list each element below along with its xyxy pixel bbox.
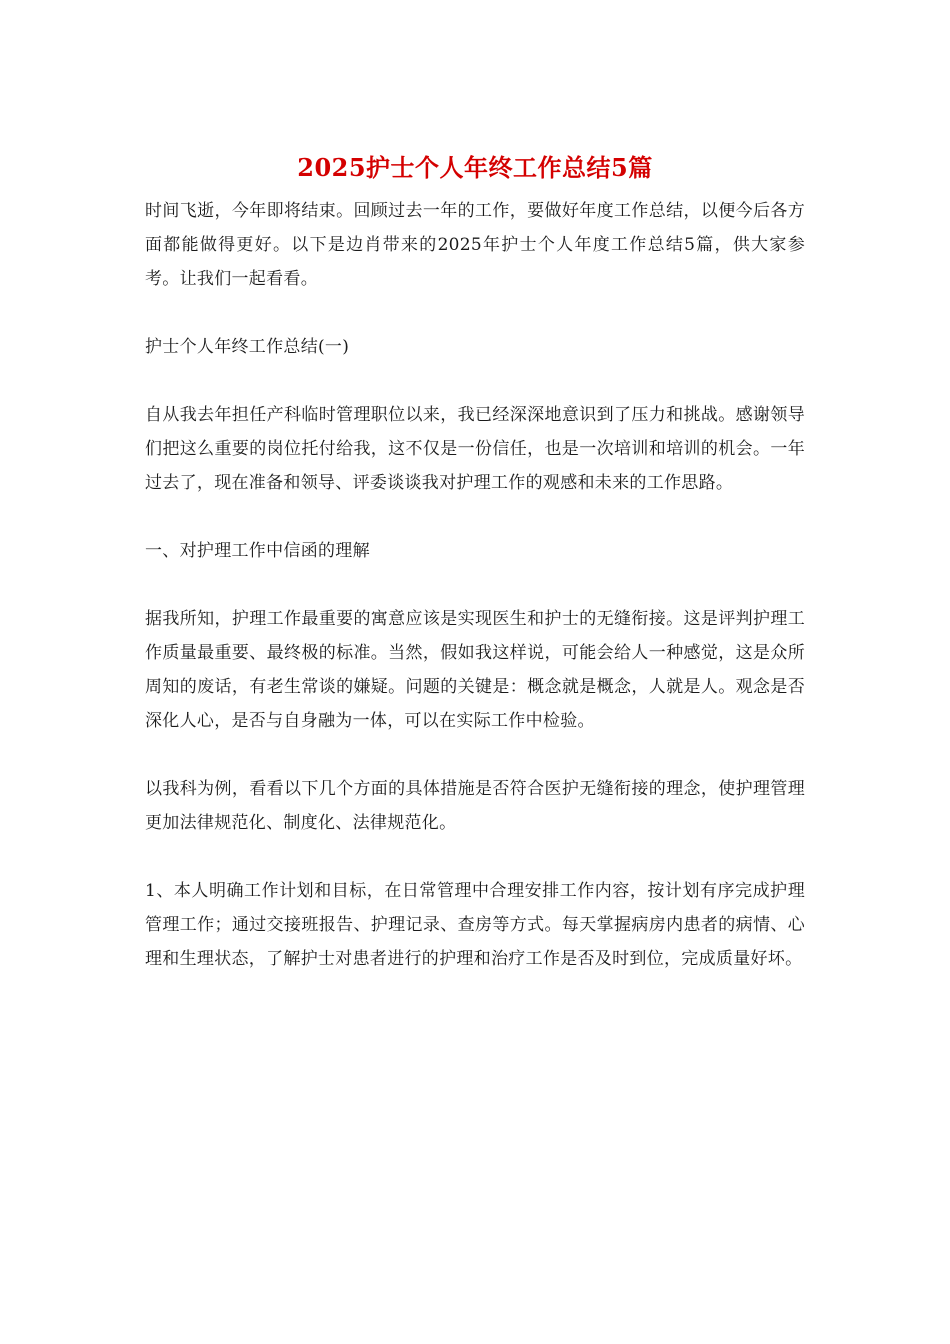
document-title: 2025护士个人年终工作总结5篇 [297, 153, 653, 182]
list-item: 1、本人明确工作计划和目标，在日常管理中合理安排工作内容，按计划有序完成护理管理工作；通过交接班报告、护理记录、查房等方式。每天掌握病房内患者的病情、心理和生理状态，了解护士对患者进行的护理和治疗工作是否及时到位，完成质量好坏。 [145, 881, 805, 969]
subsection-heading: 一、对护理工作中信函的理解 [145, 541, 370, 561]
section-heading: 护士个人年终工作总结(一) [145, 337, 350, 357]
body-paragraph: 以我科为例，看看以下几个方面的具体措施是否符合医护无缝衔接的理念，使护理管理更加法律规范化、制度化、法律规范化。 [145, 779, 805, 833]
body-paragraph: 自从我去年担任产科临时管理职位以来，我已经深深地意识到了压力和挑战。感谢领导们把这么重要的岗位托付给我，这不仅是一份信任，也是一次培训和培训的机会。一年过去了，现在准备和领导、评委谈谈我对护理工作的观感和未来的工作思路。 [145, 405, 805, 493]
intro-paragraph: 时间飞逝，今年即将结束。回顾过去一年的工作，要做好年度工作总结，以便今后各方面都能做得更好。以下是边肖带来的2025年护士个人年度工作总结5篇，供大家参考。让我们一起看看。 [145, 201, 805, 289]
document-body [145, 194, 805, 1010]
body-paragraph: 据我所知，护理工作最重要的寓意应该是实现医生和护士的无缝衔接。这是评判护理工作质量最重要、最终极的标准。当然，假如我这样说，可能会给人一种感觉，这是众所周知的废话，有老生常谈的嫌疑。问题的关键是：概念就是概念，人就是人。观念是否深化人心，是否与自身融为一体，可以在实际工作中检验。 [145, 609, 805, 731]
